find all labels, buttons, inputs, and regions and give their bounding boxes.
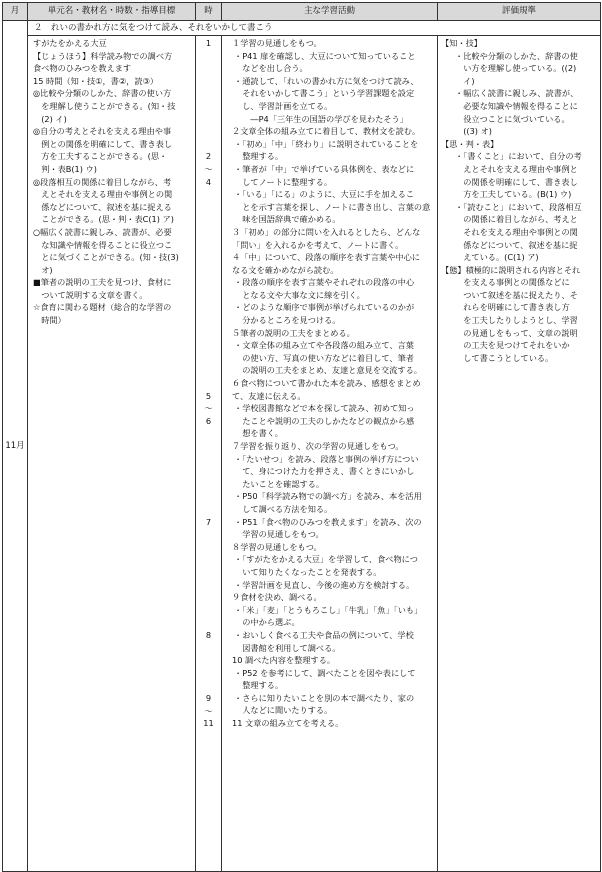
unit-goal-line: ◎比較や分類のしかた、辞書の使い方 xyxy=(33,88,172,99)
activity-line: ３「初め」の部分に問いを入れるとしたら、どんな xyxy=(232,226,421,237)
header-activities: 主な学習活動 xyxy=(222,3,438,21)
activity-line: し、学習計画を立てる。 xyxy=(234,100,333,111)
activity-line: 分かるところを見つける。 xyxy=(234,315,341,326)
evaluation-line: 係などについて、叙述を基に捉 xyxy=(455,239,578,250)
evaluation-line: の関係を明確にして、書き表し xyxy=(455,176,578,187)
time-mark: 6 xyxy=(205,416,212,426)
activity-line: の中から選ぶ。 xyxy=(234,617,300,628)
activity-line: いて知りたくなったことを発表する。 xyxy=(234,566,382,577)
evaluation-line: 【態】積極的に説明される内容とそれ xyxy=(441,264,581,275)
activity-line: となる文や大事な文に線を引く。 xyxy=(234,289,365,300)
header-row xyxy=(3,3,601,21)
activity-line: の使い方、写真の使い方などに着目して、筆者 xyxy=(234,352,414,363)
unit-goal-line: 15 時間（知・技①，書②，読③） xyxy=(33,75,159,86)
activity-line: して調べる方法を知る。 xyxy=(234,503,333,514)
activity-line: なる文を確かめながら読む。 xyxy=(232,264,339,275)
time-mark: 11 xyxy=(203,718,214,729)
evaluation-line: イ) xyxy=(455,75,475,86)
unit-goal-line: 判・表B(1) ウ) xyxy=(33,163,97,174)
evaluation-line: を支える事例との関係などに xyxy=(455,277,570,288)
activity-line: ・どのような順序で事例が挙げられているのかが xyxy=(234,302,415,313)
evaluation-line: えている。(C(1) ア) xyxy=(455,252,539,263)
activity-line: 整理する。 xyxy=(234,680,284,691)
activity-line: それをいかして書こう」という学習課題を設定 xyxy=(234,88,415,99)
activities-cell xyxy=(222,36,438,872)
activity-line: ５筆者の説明の工夫をまとめる。 xyxy=(232,327,355,338)
unit-goal-line: ○幅広く読書に親しみ、読書が、必要 xyxy=(33,226,172,237)
activity-line: ９食材を決め、調べる。 xyxy=(232,592,322,603)
activity-line: ・おいしく食べる工夫や食品の例について、学校 xyxy=(234,629,414,640)
evaluation-line: えとそれを支える理由や事例と xyxy=(455,163,578,174)
activity-line: 図書館を利用して調べる。 xyxy=(234,642,341,653)
unit-goal-line: 例との関係を明確にして、書き表し xyxy=(33,138,173,149)
header-evaluation: 評価規準 xyxy=(438,3,601,21)
month-cell: 11月 xyxy=(3,21,28,872)
evaluation-line: ・「読むこと」において、段落相互 xyxy=(455,201,582,212)
activity-line: 11 文章の組み立てを考える。 xyxy=(232,718,344,729)
unit-goal-line: ◎自分の考えとそれを支える理由や事 xyxy=(33,126,172,137)
evaluation-line: ((3) オ) xyxy=(455,126,492,137)
time-marks xyxy=(196,36,221,871)
unit-goal-line: を理解し使うことができる。(知・技 xyxy=(33,100,176,111)
lesson-plan-table xyxy=(2,2,601,872)
time-mark: 2 xyxy=(205,151,212,162)
activity-line: ・さらに知りたいことを別の本で調べたり、家の xyxy=(234,692,415,703)
activity-line: ・筆者が「中」で挙げている具体例を、表などに xyxy=(234,163,415,174)
activity-line: ８学習の見通しをもつ。 xyxy=(232,541,322,552)
unit-goal-line: 係などについて、叙述を基に捉える xyxy=(33,201,172,212)
evaluation-line: の見通しをもって、文章の説明 xyxy=(455,327,578,338)
evaluation-line: ・幅広く読書に親しみ、読書が、 xyxy=(455,88,579,99)
time-mark: 9 xyxy=(205,693,212,704)
unit-goal-line: ついて説明する文章を書く。 xyxy=(33,289,148,300)
activity-line: ・「初め」「中」「終わり」に説明されていることを xyxy=(234,138,419,149)
time-mark: 5 xyxy=(205,390,212,401)
activity-line: １学習の見通しをもつ。 xyxy=(232,38,322,48)
activity-line: ・学習計画を見直し、今後の進め方を検討する。 xyxy=(234,579,415,590)
evaluation-line: ・「書くこと」において、自分の考 xyxy=(455,151,582,162)
unit-goal-line: (2) イ) xyxy=(33,113,67,124)
evaluation-line: れらを明確にして書き表し方 xyxy=(455,302,570,313)
activity-line: 10 調べた内容を整理する。 xyxy=(232,655,336,666)
evaluation-line: して書こうとしている。 xyxy=(455,352,554,363)
activity-line: ・文章全体の組み立てや各段落の組み立て、言葉 xyxy=(234,340,414,351)
header-unit: 単元名・教材名・時数・指導目標 xyxy=(28,3,196,21)
evaluation-line: の工夫を見つけてそれをいか xyxy=(455,340,570,351)
time-mark: 7 xyxy=(205,516,212,527)
activity-line: ・P41 扉を確認し、大豆について知っていること xyxy=(234,50,416,61)
header-month: 月 xyxy=(3,3,28,21)
evaluation-line: 【知・技】 xyxy=(441,38,482,48)
evaluation-list xyxy=(441,37,598,364)
activity-line: ・「いる」「にる」のように、大豆に手を加えるこ xyxy=(234,189,415,200)
evaluation-line: を工夫したりしようとし、学習 xyxy=(455,315,578,326)
evaluation-line: 【思・判・表】 xyxy=(441,138,499,149)
evaluation-line: 役立つことに気づいている。 xyxy=(455,113,570,124)
unit-goal-line: 方を工夫することができる。(思・ xyxy=(33,151,168,162)
unit-goal-line: ことができる。(思・判・表C(1) ア) xyxy=(33,214,174,225)
evaluation-line: 方を工夫している。(B(1) ウ) xyxy=(455,189,572,200)
activity-line: ４「中」について、段落の順序を表す言葉や中心に xyxy=(232,252,420,263)
activity-line: 人などに聞いたりする。 xyxy=(234,705,333,716)
activity-line: などを出し合う。 xyxy=(234,63,308,74)
unit-goals-list xyxy=(33,37,192,327)
unit-goal-line: とに気づくことができる。(知・技(3) xyxy=(33,252,179,263)
evaluation-line: の関係に着目しながら、考えと xyxy=(455,214,578,225)
unit-goal-line: えとそれを支える理由や事例との関 xyxy=(33,189,173,200)
activity-line: してノートに整理する。 xyxy=(234,176,333,187)
activity-line: ・通読して、「れいの書かれ方に気をつけて読み、 xyxy=(234,75,419,86)
evaluation-line: い方を理解し使っている。((2) xyxy=(455,63,577,74)
activity-line: とを示す言葉を探し、ノートに書き出し、言葉の意 xyxy=(234,201,431,212)
activity-line: て、身につけた力を押さえ、書くときにいかし xyxy=(234,466,415,477)
time-cell xyxy=(196,36,222,872)
activity-line: ・P51「食べ物のひみつを教えます」を読み、次の xyxy=(234,516,422,527)
evaluation-line: 必要な知識や情報を得ることに xyxy=(455,100,578,111)
unit-title-row xyxy=(3,21,601,36)
activity-line: の説明の工夫をまとめ、友達と意見を交流する。 xyxy=(234,365,422,376)
activity-line: 想を書く。 xyxy=(234,428,283,439)
header-time: 時 xyxy=(196,3,222,21)
time-mark: 4 xyxy=(205,176,212,187)
unit-goal-line: オ) xyxy=(33,264,53,275)
time-mark: 〜 xyxy=(204,705,213,716)
activity-line: 整理する。 xyxy=(234,151,284,162)
activity-line: 「問い」を入れるかを考えて、ノートに書く。 xyxy=(232,239,404,250)
evaluation-cell xyxy=(438,36,601,872)
evaluation-line: ・比較や分類のしかた、辞書の使 xyxy=(455,50,578,61)
unit-title: ２ れいの書かれ方に気をつけて読み、それをいかして書こう xyxy=(28,21,601,36)
unit-goal-line: すがたをかえる大豆 xyxy=(33,38,107,48)
activity-line: 学習の見通しをもつ。 xyxy=(234,529,324,540)
unit-goal-line: ◎段落相互の関係に着目しながら、考 xyxy=(33,176,172,187)
activity-line: ―P4「三年生の国語の学びを見わたそう」 xyxy=(234,113,408,124)
activity-line: て、友達に伝える。 xyxy=(232,390,306,401)
activity-line: たことや説明の工夫のしかたなどの観点から感 xyxy=(234,415,415,426)
activity-line: ・「たいせつ」を読み、段落と事例の挙げ方につい xyxy=(234,453,419,464)
activity-line: ・段落の順序を表す言葉やそれぞれの段落の中心 xyxy=(234,277,415,288)
unit-goal-line: ■筆者の説明の工夫を見つけ、食材に xyxy=(33,277,172,288)
activity-line: ・P50「科学読み物での調べ方」を読み、本を活用 xyxy=(234,491,422,502)
activity-line: ・「すがたをかえる大豆」を学習して、食べ物につ xyxy=(234,554,418,565)
evaluation-line: ついて叙述を基に捉えたり、そ xyxy=(455,289,578,300)
activity-line: たいことを確認する。 xyxy=(234,478,325,489)
time-mark: 8 xyxy=(205,630,212,641)
evaluation-line: それを支える理由や事例との関 xyxy=(455,226,578,237)
unit-goal-line: 【じょうほう】科学読み物での調べ方 xyxy=(33,50,173,61)
time-mark: 〜 xyxy=(204,403,213,414)
time-mark: 〜 xyxy=(204,164,213,174)
activity-line: ２文章全体の組み立てに着目して、教材文を読む。 xyxy=(232,126,421,137)
activity-line: ７学習を振り返り、次の学習の見通しをもつ。 xyxy=(232,441,404,451)
time-mark: 1 xyxy=(205,38,212,48)
unit-goal-line: な知識や情報を得ることに役立つこ xyxy=(33,239,173,250)
activity-line: ・「米」「麦」「とうもろこし」「牛乳」「魚」「いも」 xyxy=(234,604,423,615)
activity-line: ・学校図書館などで本を探して読み、初めて知っ xyxy=(234,403,415,414)
unit-goal-line: 食べ物のひみつを教えます xyxy=(33,63,132,74)
activity-line: 味を国語辞典で確かめる。 xyxy=(234,214,341,225)
unit-body-row xyxy=(3,36,601,872)
activities-list xyxy=(224,37,435,730)
activity-line: ６食べ物について書かれた本を読み、感想をまとめ xyxy=(232,378,421,389)
unit-goal-line: ☆食育に関わる題材（総合的な学習の xyxy=(33,302,172,313)
activity-line: ・P52 を参考にして、調べたことを図や表にして xyxy=(234,667,416,678)
unit-goals-cell xyxy=(28,36,196,872)
unit-goal-line: 時間） xyxy=(33,315,66,326)
